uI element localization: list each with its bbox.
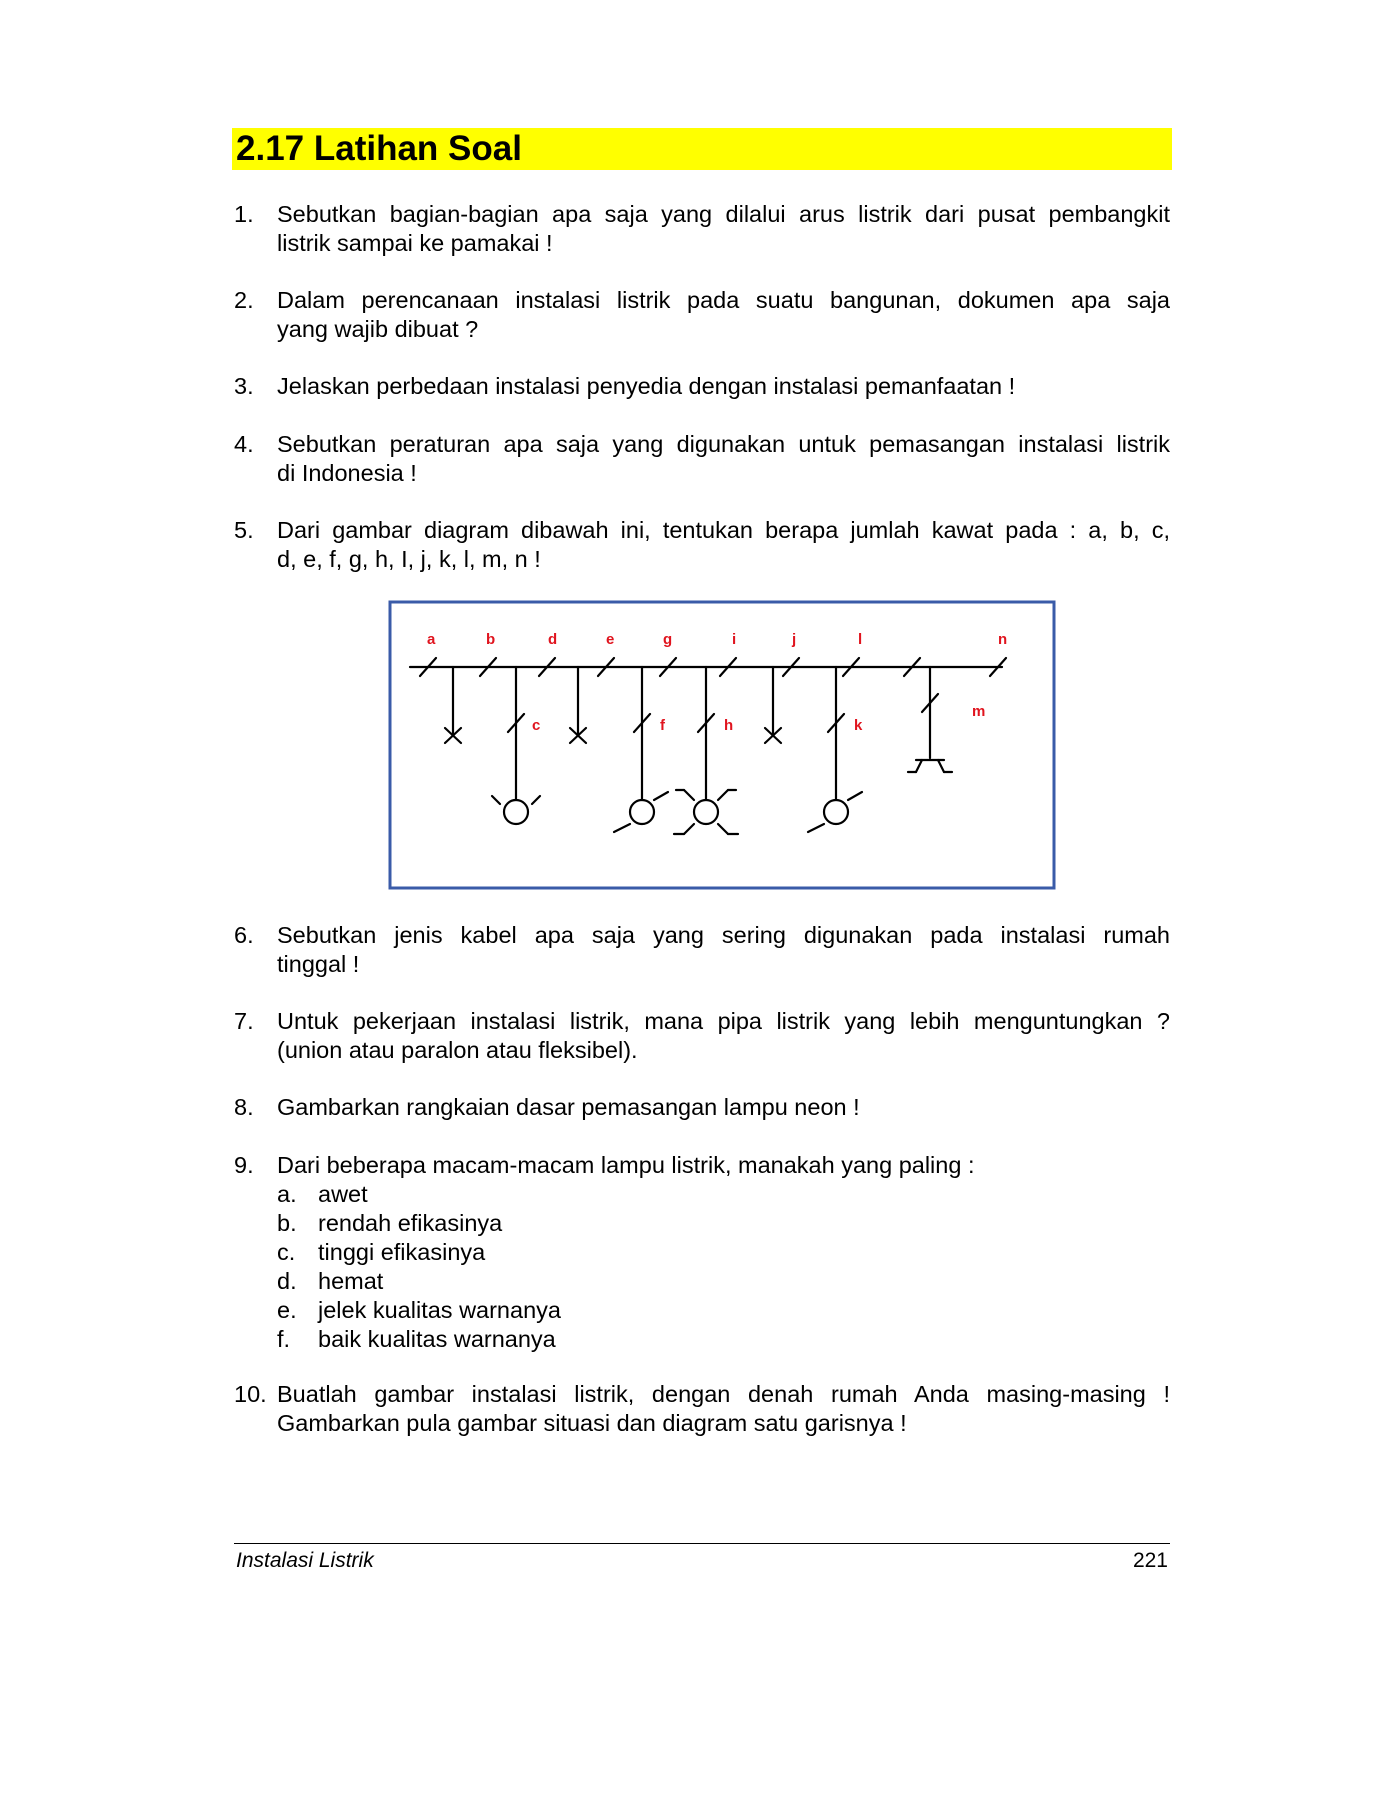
option-label: d. <box>277 1268 297 1294</box>
option-b <box>277 1209 1170 1238</box>
label-g: g <box>663 631 673 648</box>
question-text-line2: Gambarkan pula gambar situasi dan diagram satu garisnya ! <box>277 1410 907 1436</box>
footer-title: Instalasi Listrik <box>236 1549 374 1572</box>
question-text-line2: yang wajib dibuat ? <box>277 316 479 342</box>
option-f <box>277 1325 1170 1354</box>
label-b: b <box>486 631 496 648</box>
question-number: 3. <box>234 373 254 399</box>
option-label: b. <box>277 1210 297 1236</box>
question-number: 10. <box>234 1381 267 1407</box>
label-m: m <box>972 703 986 720</box>
option-label: f. <box>277 1326 291 1352</box>
wiring-diagram <box>388 600 1056 890</box>
question-text-line2: di Indonesia ! <box>277 460 417 486</box>
option-text: rendah efikasinya <box>318 1210 503 1236</box>
question-text-line1: Dari gambar diagram dibawah ini, tentukan berapa jumlah kawat pada : a, b, c, <box>277 517 1170 543</box>
question-8 <box>234 1093 1170 1122</box>
page-number: 221 <box>1132 1549 1168 1572</box>
question-number: 6. <box>234 922 254 948</box>
question-text-line2: d, e, f, g, h, I, j, k, l, m, n ! <box>277 546 541 572</box>
option-e <box>277 1296 1170 1325</box>
question-text-line2: tinggal ! <box>277 951 360 977</box>
question-text-line1: Jelaskan perbedaan instalasi penyedia dengan instalasi pemanfaatan ! <box>277 373 1016 399</box>
question-5 <box>234 516 1170 574</box>
page-footer <box>234 1543 1170 1572</box>
question-text-line2: (union atau paralon atau fleksibel). <box>277 1037 638 1063</box>
question-text-line1: Dalam perencanaan instalasi listrik pada suatu bangunan, dokumen apa saja <box>277 287 1170 313</box>
question-text-line1: Gambarkan rangkaian dasar pemasangan lampu neon ! <box>277 1094 860 1120</box>
label-f: f <box>660 717 665 734</box>
option-label: e. <box>277 1297 297 1323</box>
question-text-line1: Buatlah gambar instalasi listrik, dengan denah rumah Anda masing-masing ! <box>277 1381 1170 1407</box>
question-number: 8. <box>234 1094 254 1120</box>
question-4 <box>234 430 1170 488</box>
option-text: hemat <box>318 1268 384 1294</box>
option-label: a. <box>277 1181 297 1207</box>
question-text-line1: Dari beberapa macam-macam lampu listrik, manakah yang paling : <box>277 1152 975 1178</box>
label-c: c <box>532 717 541 734</box>
label-l: l <box>858 631 863 648</box>
section-heading <box>232 128 1172 170</box>
question-number: 7. <box>234 1008 254 1034</box>
label-i: i <box>732 631 737 648</box>
question-3 <box>234 372 1170 401</box>
question-text-line1: Sebutkan bagian-bagian apa saja yang dilalui arus listrik dari pusat pembangkit <box>277 201 1170 227</box>
option-d <box>277 1267 1170 1296</box>
question-text-line1: Sebutkan peraturan apa saja yang digunakan untuk pemasangan instalasi listrik <box>277 431 1170 457</box>
label-d: d <box>548 631 558 648</box>
question-number: 4. <box>234 431 254 457</box>
label-e: e <box>606 631 615 648</box>
question-10 <box>234 1380 1170 1438</box>
question-number: 5. <box>234 517 254 543</box>
label-j: j <box>792 631 797 648</box>
label-k: k <box>854 717 863 734</box>
option-a <box>277 1180 1170 1209</box>
question-2 <box>234 286 1170 344</box>
section-heading-text: 2.17 Latihan Soal <box>236 129 522 168</box>
question-text-line2: listrik sampai ke pamakai ! <box>277 230 553 256</box>
question-9 <box>234 1151 1170 1354</box>
option-text: baik kualitas warnanya <box>318 1326 556 1352</box>
option-text: jelek kualitas warnanya <box>318 1297 561 1323</box>
label-a: a <box>427 631 436 648</box>
question-7 <box>234 1007 1170 1065</box>
option-text: awet <box>318 1181 368 1207</box>
question-1 <box>234 200 1170 258</box>
option-text: tinggi efikasinya <box>318 1239 486 1265</box>
option-label: c. <box>277 1239 296 1265</box>
question-number: 1. <box>234 201 254 227</box>
question-text-line1: Sebutkan jenis kabel apa saja yang sering digunakan pada instalasi rumah <box>277 922 1170 948</box>
question-number: 2. <box>234 287 254 313</box>
question-number: 9. <box>234 1152 254 1178</box>
label-h: h <box>724 717 734 734</box>
question-text-line1: Untuk pekerjaan instalasi listrik, mana pipa listrik yang lebih menguntungkan ? <box>277 1008 1170 1034</box>
question-6 <box>234 921 1170 979</box>
label-n: n <box>998 631 1008 648</box>
option-c <box>277 1238 1170 1267</box>
